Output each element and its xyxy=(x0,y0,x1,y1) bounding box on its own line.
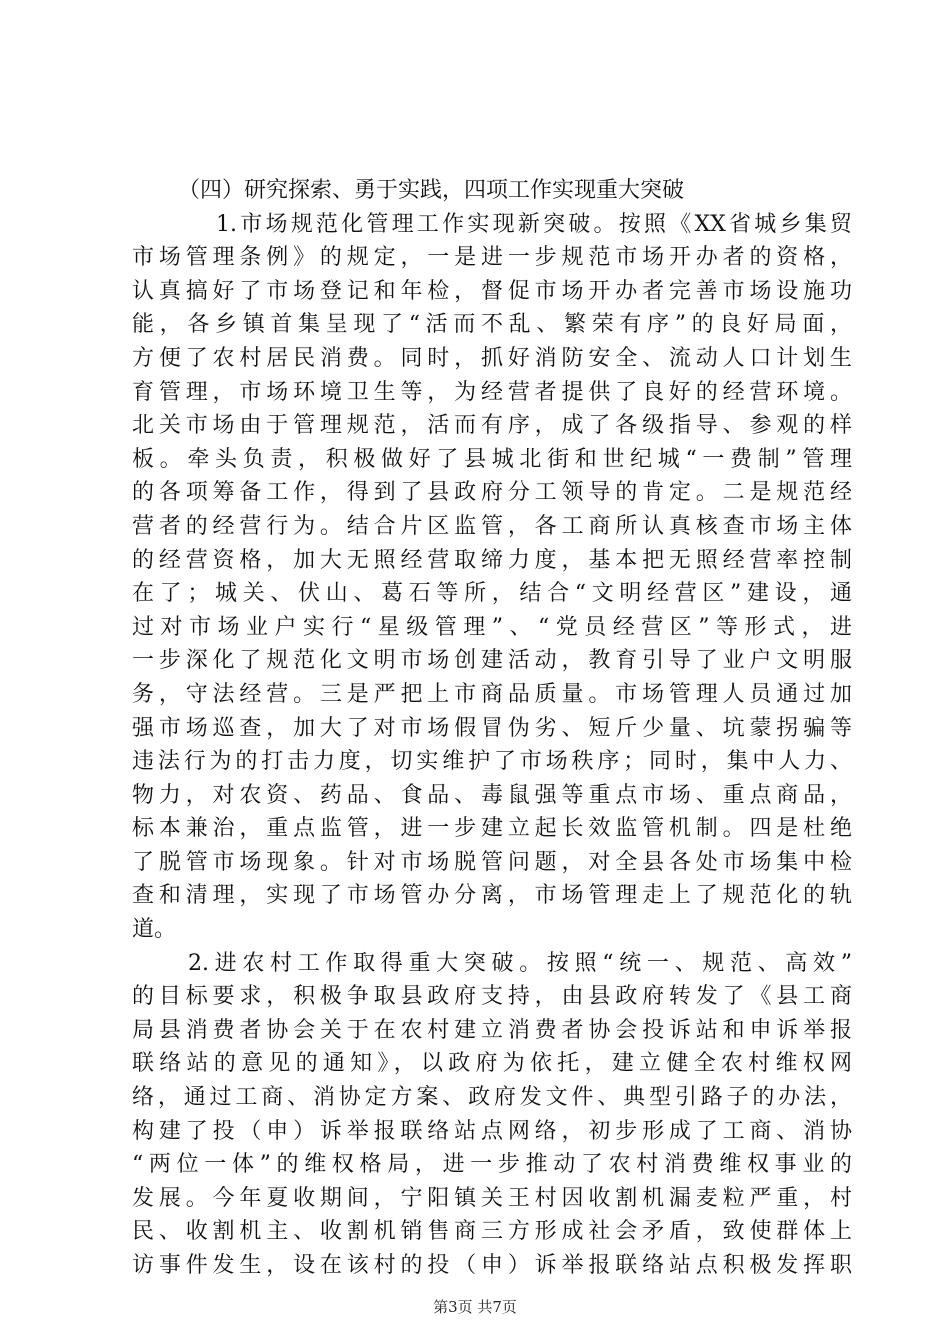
text-line: 育管理，市场环境卫生等，为经营者提供了良好的经营环境。 xyxy=(132,379,852,405)
text-line: 局县消费者协会关于在农村建立消费者协会投诉站和申诉举报 xyxy=(132,1017,852,1043)
paragraph-1-first-line: 1.市场规范化管理工作实现新突破。按照《XX省城乡集贸 xyxy=(216,211,852,237)
text-line: 发展。今年夏收期间，宁阳镇关王村因收割机漏麦粒严重，村 xyxy=(132,1185,852,1211)
text-line: 市场管理条例》的规定，一是进一步规范市场开办者的资格， xyxy=(132,245,852,271)
text-line: 北关市场由于管理规范，活而有序，成了各级指导、参观的样 xyxy=(132,413,852,439)
text-line: 违法行为的打击力度，切实维护了市场秩序；同时，集中人力、 xyxy=(132,749,852,775)
text-line: “两位一体”的维权格局，进一步推动了农村消费维权事业的 xyxy=(132,1152,852,1178)
text-line: 强市场巡查，加大了对市场假冒伪劣、短斤少量、坑蒙拐骗等 xyxy=(132,715,852,741)
text-line: 的经营资格，加大无照经营取缔力度，基本把无照经营率控制 xyxy=(132,547,852,573)
text-line: 在了；城关、伏山、葛石等所，结合“文明经营区”建设，通 xyxy=(132,581,852,607)
section-heading: （四）研究探索、勇于实践，四项工作实现重大突破 xyxy=(178,178,685,203)
body-text xyxy=(132,174,852,1283)
text-line: 了脱管市场现象。针对市场脱管问题，对全县各处市场集中检 xyxy=(132,849,852,875)
text-line: 过对市场业户实行“星级管理”、“党员经营区”等形式，进 xyxy=(132,614,852,640)
paragraph-1-last-line: 道。 xyxy=(132,917,177,943)
text-line: 物力，对农资、药品、食品、毒鼠强等重点市场、重点商品， xyxy=(132,782,852,808)
text-line: 标本兼治，重点监管，进一步建立起长效监管机制。四是杜绝 xyxy=(132,816,852,842)
paragraph-2-first-line: 2.进农村工作取得重大突破。按照“统一、规范、高效” xyxy=(188,950,852,976)
text-line: 一步深化了规范化文明市场创建活动，教育引导了业户文明服 xyxy=(132,648,852,674)
text-line: 能，各乡镇首集呈现了“活而不乱、繁荣有序”的良好局面， xyxy=(132,312,852,338)
text-line: 务，守法经营。三是严把上市商品质量。市场管理人员通过加 xyxy=(132,681,852,707)
text-line: 方便了农村居民消费。同时，抓好消防安全、流动人口计划生 xyxy=(132,345,852,371)
page-number-footer: 第3页 共7页 xyxy=(433,1298,517,1316)
text-line: 民、收割机主、收割机销售商三方形成社会矛盾，致使群体上 xyxy=(132,1219,852,1245)
text-line: 联络站的意见的通知》，以政府为依托，建立健全农村维权网 xyxy=(132,1051,852,1077)
text-line: 访事件发生，设在该村的投（申）诉举报联络站点积极发挥职 xyxy=(132,1253,852,1278)
text-line: 的各项筹备工作，得到了县政府分工领导的肯定。二是规范经 xyxy=(132,480,852,506)
text-line: 认真搞好了市场登记和年检，督促市场开办者完善市场设施功 xyxy=(132,278,852,304)
text-line: 营者的经营行为。结合片区监管，各工商所认真核查市场主体 xyxy=(132,513,852,539)
text-line: 构建了投（申）诉举报联络站点网络，初步形成了工商、消协 xyxy=(132,1118,852,1144)
text-line: 板。牵头负责，积极做好了县城北街和世纪城“一费制”管理 xyxy=(132,446,852,472)
text-line: 查和清理，实现了市场管办分离，市场管理走上了规范化的轨 xyxy=(132,883,852,909)
text-line: 络，通过工商、消协定方案、政府发文件、典型引路子的办法， xyxy=(132,1085,852,1111)
text-line: 的目标要求，积极争取县政府支持，由县政府转发了《县工商 xyxy=(132,984,852,1010)
